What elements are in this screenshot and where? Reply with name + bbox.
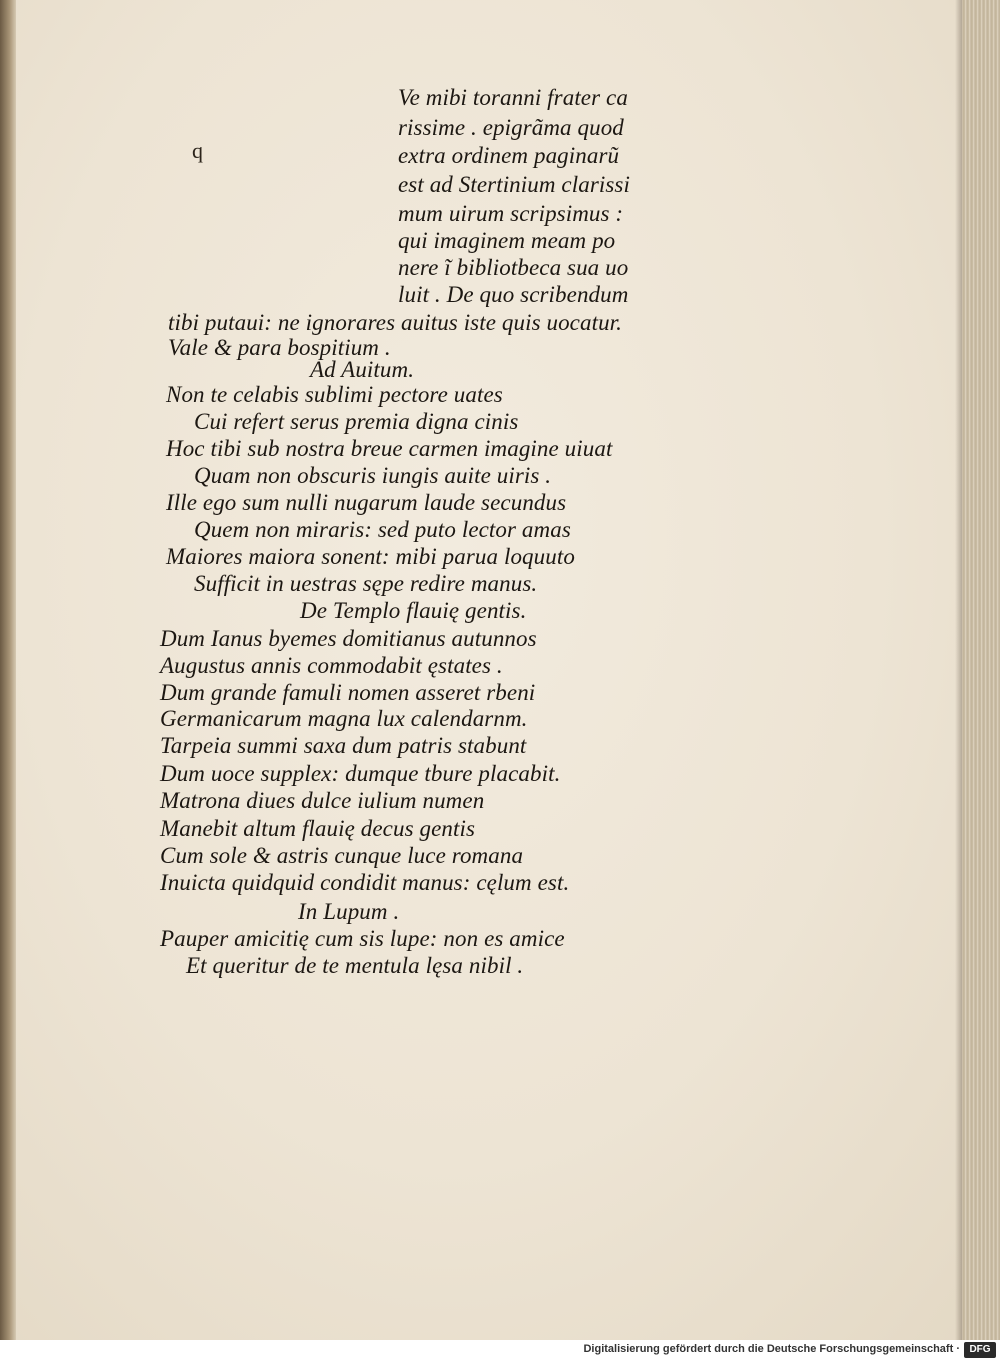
verse-line: Germanicarum magna lux calendarnm.: [160, 706, 528, 731]
verse-line: Quam non obscuris iungis auite uiris .: [194, 463, 552, 488]
text-line: est ad Stertinium clarissi: [398, 172, 630, 197]
section-heading: In Lupum .: [298, 899, 400, 924]
text-line: mum uirum scripsimus :: [398, 201, 624, 226]
section-heading: De Templo flauię gentis.: [300, 598, 527, 623]
verse-line: Manebit altum flauię decus gentis: [160, 816, 476, 841]
verse-line: Et queritur de te mentula lęsa nibil .: [186, 953, 524, 978]
text-line: luit . De quo scribendum: [398, 282, 629, 307]
verse-line: Maiores maiora sonent: mibi parua loquuto: [166, 544, 575, 569]
verse-line: Augustus annis commodabit ęstates .: [160, 653, 503, 678]
text-line: extra ordinem paginarũ: [398, 143, 620, 168]
text-line: rissime . epigrãma quod: [398, 115, 624, 140]
verse-line: Dum uoce supplex: dumque tbure placabit.: [160, 761, 561, 786]
page-fore-edge: [962, 0, 1000, 1340]
text-line: qui imaginem meam po: [398, 228, 616, 253]
verse-line: Tarpeia summi saxa dum patris stabunt: [160, 733, 527, 758]
verse-line: Inuicta quidquid condidit manus: cęlum est.: [160, 870, 570, 895]
verse-line: Ille ego sum nulli nugarum laude secundus: [166, 490, 567, 515]
verse-line: Dum grande famuli nomen asseret rbeni: [160, 680, 536, 705]
text-line: nere ĩ bibliotbeca sua uo: [398, 255, 629, 280]
verse-line: Cui refert serus premia digna cinis: [194, 409, 519, 434]
verse-line: Matrona diues dulce iulium numen: [160, 788, 485, 813]
verse-line: Cum sole & astris cunque luce romana: [160, 843, 524, 868]
text-line: tibi putaui: ne ignorares auitus iste quis uocatur.: [168, 310, 623, 335]
verse-line: Pauper amicitię cum sis lupe: non es amice: [160, 926, 565, 951]
verse-line: Dum Ianus byemes domitianus autunnos: [160, 626, 537, 651]
text-line: Ve mibi toranni frater ca: [398, 85, 628, 110]
guide-letter: q: [192, 138, 203, 163]
dfg-logo-icon: DFG: [964, 1342, 996, 1358]
section-heading: Ad Auitum.: [310, 357, 415, 382]
footer-credit: Digitalisierung gefördert durch die Deutsche Forschungsgemeinschaft: [583, 1343, 954, 1355]
verse-line: Hoc tibi sub nostra breue carmen imagine uiuat: [166, 436, 613, 461]
verse-line: Non te celabis sublimi pectore uates: [166, 382, 503, 407]
digitization-footer: [0, 1340, 1000, 1361]
verse-line: Quem non miraris: sed puto lector amas: [194, 517, 571, 542]
text-line: Vale & para bospitium .: [168, 335, 391, 360]
verse-line: Sufficit in uestras sępe redire manus.: [194, 571, 538, 596]
footer-separator: ·: [956, 1343, 960, 1355]
book-spine: [0, 0, 16, 1340]
